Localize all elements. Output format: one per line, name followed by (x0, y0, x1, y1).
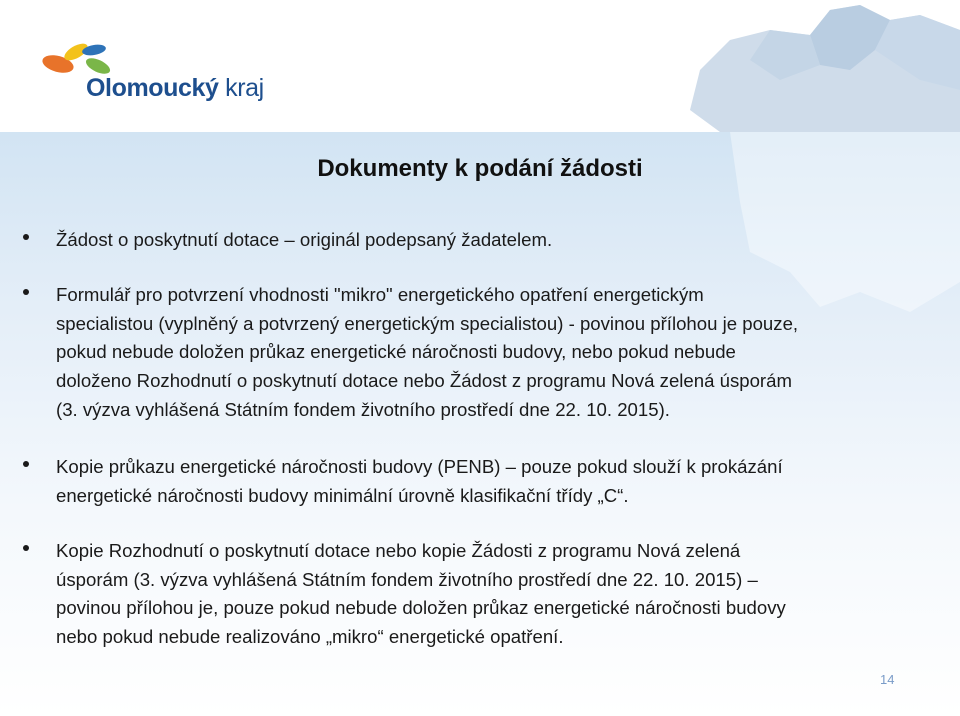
bullet-dot (23, 461, 29, 467)
bullet-line: Kopie Rozhodnutí o poskytnutí dotace nebo kopie Žádosti z programu Nová zelená (56, 540, 741, 561)
bullet-line: úsporám (3. výzva vyhlášená Státním fondem životního prostředí dne 22. 10. 2015) – (56, 568, 758, 590)
bullet-line: Žádost o poskytnutí dotace – originál podepsaný žadatelem. (56, 229, 553, 250)
bullet-line: Kopie průkazu energetické náročnosti budovy (PENB) – pouze pokud slouží k prokázání (56, 456, 783, 477)
bullet-line: povinou přílohou je, pouze pokud nebude doložen průkaz energetické náročnosti budovy (56, 597, 786, 619)
logo-text (86, 76, 264, 101)
bullet-dot (23, 289, 29, 295)
logo-brand-bold: Olomoucký (86, 74, 219, 102)
page-number: 14 (880, 672, 895, 687)
bullet-text (56, 537, 936, 652)
bullet-text (56, 226, 936, 255)
bullet-text (56, 453, 936, 510)
bullet-line: energetické náročnosti budovy minimální úrovně klasifikační třídy „C“. (56, 484, 629, 506)
bullet-line: nebo pokud nebude realizováno „mikro“ energetické opatření. (56, 626, 564, 648)
bullet-text (56, 281, 936, 425)
bullet-line: pokud nebude doložen průkaz energetické náročnosti budovy, nebo pokud nebude (56, 341, 736, 363)
bullet-line: doloženo Rozhodnutí o poskytnutí dotace nebo Žádost z programu Nová zelená úsporám (56, 370, 792, 392)
bullet-line: (3. výzva vyhlášená Státním fondem životního prostředí dne 22. 10. 2015). (56, 398, 670, 420)
bullet-dot (23, 234, 29, 240)
slide-header (0, 0, 960, 132)
bullet-line: Formulář pro potvrzení vhodnosti "mikro" energetického opatření energetickým (56, 284, 704, 305)
logo-brand-light: kraj (225, 74, 264, 102)
bullet-line: specialistou (vyplněný a potvrzený energetickým specialistou) - povinou přílohou je pouze, (56, 312, 799, 334)
region-map-graphic (660, 0, 960, 132)
bullet-dot (23, 545, 29, 551)
slide-title: Dokumenty k podání žádosti (317, 155, 643, 182)
